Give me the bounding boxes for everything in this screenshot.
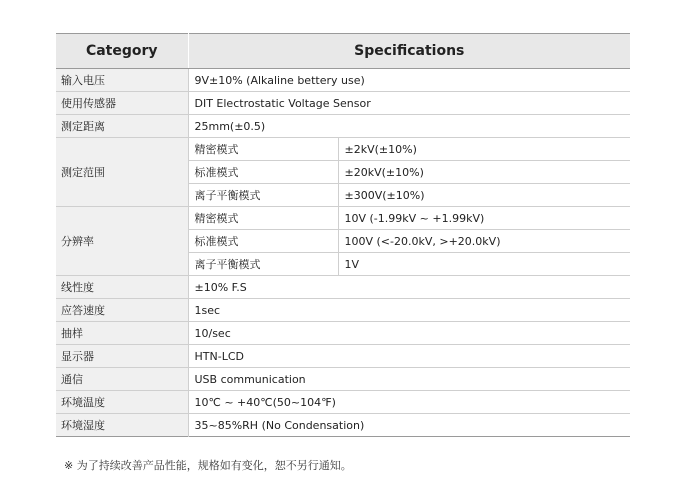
footnote: ※ 为了持续改善产品性能，规格如有变化，恕不另行通知。 bbox=[64, 459, 352, 472]
table-row bbox=[56, 207, 630, 230]
row-value: HTN-LCD bbox=[188, 345, 630, 368]
table-row bbox=[56, 138, 630, 161]
range-mode: 标准模式 bbox=[188, 161, 338, 184]
table-header-row bbox=[56, 34, 630, 69]
row-value: 25mm(±0.5) bbox=[188, 115, 630, 138]
category-header: Category bbox=[56, 34, 188, 69]
row-value: 1sec bbox=[188, 299, 630, 322]
resolution-value: 100V (<-20.0kV, >+20.0kV) bbox=[338, 230, 630, 253]
specifications-header: Specifications bbox=[188, 34, 630, 69]
resolution-mode: 离子平衡模式 bbox=[188, 253, 338, 276]
table-row bbox=[56, 391, 630, 414]
resolution-mode: 标准模式 bbox=[188, 230, 338, 253]
row-value: 35~85%RH (No Condensation) bbox=[194, 418, 365, 432]
table-row bbox=[56, 322, 630, 345]
table-row bbox=[56, 69, 630, 92]
table-row bbox=[56, 92, 630, 115]
resolution-category: 分辨率 bbox=[56, 207, 188, 276]
row-value: USB communication bbox=[188, 368, 630, 391]
table-row bbox=[56, 276, 630, 299]
row-category: 测定距离 bbox=[56, 115, 188, 138]
row-category: 环境温度 bbox=[56, 391, 188, 414]
table-row bbox=[56, 414, 630, 437]
range-category: 测定范围 bbox=[56, 138, 188, 207]
resolution-value: 10V (-1.99kV ~ +1.99kV) bbox=[338, 207, 630, 230]
range-value: ±20kV(±10%) bbox=[338, 161, 630, 184]
row-category: 显示器 bbox=[56, 345, 188, 368]
range-mode: 精密模式 bbox=[188, 138, 338, 161]
row-category: 通信 bbox=[56, 368, 188, 391]
range-value: ±2kV(±10%) bbox=[338, 138, 630, 161]
row-category: 环境湿度 bbox=[56, 414, 188, 437]
resolution-value: 1V bbox=[338, 253, 630, 276]
row-value: ±10% F.S bbox=[188, 276, 630, 299]
table-row bbox=[56, 368, 630, 391]
row-value: 9V±10% (Alkaline bettery use) bbox=[188, 69, 630, 92]
table-row bbox=[56, 345, 630, 368]
row-value: 10℃ ~ +40℃(50~104℉) bbox=[188, 391, 630, 414]
specifications-table bbox=[56, 33, 630, 437]
row-category: 抽样 bbox=[56, 322, 188, 345]
row-category: 输入电压 bbox=[56, 69, 188, 92]
resolution-mode: 精密模式 bbox=[188, 207, 338, 230]
row-value: DIT Electrostatic Voltage Sensor bbox=[188, 92, 630, 115]
row-value: 10/sec bbox=[188, 322, 630, 345]
row-category: 使用传感器 bbox=[56, 92, 188, 115]
table-row bbox=[56, 299, 630, 322]
range-value: ±300V(±10%) bbox=[338, 184, 630, 207]
range-mode: 离子平衡模式 bbox=[188, 184, 338, 207]
row-category: 线性度 bbox=[56, 276, 188, 299]
spec-table-wrapper bbox=[56, 33, 630, 437]
table-row bbox=[56, 115, 630, 138]
row-category: 应答速度 bbox=[56, 299, 188, 322]
